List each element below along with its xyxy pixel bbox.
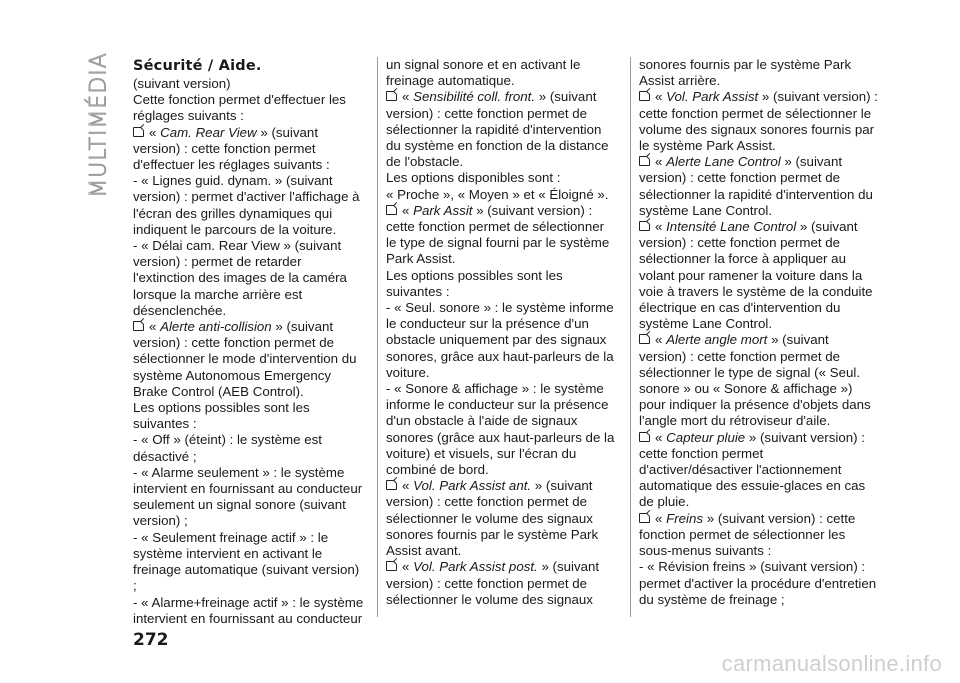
paragraph: sonores fournis par le système Park Assist arrière. <box>639 57 852 89</box>
menu-item-name: Alerte angle mort <box>666 332 768 348</box>
watermark: carmanualsonline.info <box>721 651 942 676</box>
menu-entry-icon <box>133 321 144 331</box>
menu-item-entry: « Alerte Lane Control » (suivant version) : cette fonction permet de sélectionner la rapidité d'intervention du système Lane Control. <box>639 154 873 218</box>
menu-item-entry: « Vol. Park Assist ant. » (suivant version) : cette fonction permet de sélectionner le volume des signaux sonores fournis par le système Park Assist avant. <box>386 478 599 559</box>
menu-item-name: Intensité Lane Control <box>666 219 797 235</box>
section-tab-label: MULTIMÉDIA <box>86 52 112 198</box>
menu-entry-icon <box>386 480 397 490</box>
menu-item-entry: « Freins » (suivant version) : cette fonction permet de sélectionner les sous-menus suivants : <box>639 510 856 559</box>
menu-item-name: Capteur pluie <box>666 429 746 445</box>
paragraph: - « Lignes guid. dynam. » (suivant version) : permet d'activer l'affichage à l'écran des grilles dynamiques qui indiquent le parcours de la voiture. <box>133 173 360 237</box>
menu-item-entry: « Cam. Rear View » (suivant version) : cette fonction permet d'effectuer les réglages suivants : <box>133 124 330 173</box>
menu-item-name: Alerte anti-collision <box>160 319 272 335</box>
menu-entry-icon <box>386 91 397 101</box>
menu-item-name: Vol. Park Assist post. <box>413 559 538 575</box>
menu-item-name: Park Assit <box>413 202 473 218</box>
menu-item-name: Freins <box>666 510 704 526</box>
menu-item-entry: « Intensité Lane Control » (suivant version) : cette fonction permet de sélectionner la force à appliquer au volant pour ramener la voiture dans la voie à travers le système de la conduite électrique en cas d'intervention du système Lane Control. <box>639 219 873 332</box>
menu-item-entry: « Vol. Park Assist post. » (suivant version) : cette fonction permet de sélectionner le volume des signaux <box>386 559 600 607</box>
menu-item-name: Vol. Park Assist ant. <box>413 478 532 494</box>
column-divider <box>377 57 378 617</box>
paragraph: - « Révision freins » (suivant version) : permet d'activer la procédure d'entretien du système de freinage ; <box>639 559 877 607</box>
menu-item-entry: « Alerte anti-collision » (suivant version) : cette fonction permet de sélectionner le mode d'intervention du système Autonomous Emergency Brake Control (AEB Control). <box>133 319 357 399</box>
menu-item-name: Vol. Park Assist <box>666 89 759 105</box>
menu-entry-icon <box>639 221 650 231</box>
menu-item-entry: « Sensibilité coll. front. » (suivant version) : cette fonction permet de sélectionner la rapidité d'intervention du système en fonction de la distance de l'obstacle. <box>386 89 609 170</box>
menu-entry-icon <box>386 205 397 215</box>
menu-entry-icon <box>386 561 397 571</box>
column-divider <box>630 57 631 617</box>
menu-entry-icon <box>639 334 650 344</box>
paragraph: (suivant version) <box>133 76 231 91</box>
menu-item-name: Sensibilité coll. front. <box>413 89 536 105</box>
menu-item-entry: « Park Assit » (suivant version) : cette fonction permet de sélectionner le type de signal fourni par le système Park Assist. <box>386 202 610 267</box>
paragraph: - « Seul. sonore » : le système informe le conducteur sur la présence d'un obstacle uniquement par des signaux sonores, grâce aux haut-parleurs de la voiture. <box>386 300 614 380</box>
paragraph: - « Off » (éteint) : le système est désactivé ; <box>133 432 322 464</box>
paragraph: - « Seulement freinage actif » : le système intervient en activant le freinage automatique (suivant version) ; <box>133 529 360 594</box>
paragraph: - « Alarme seulement » : le système intervient en fournissant au conducteur seulement un signal sonore (suivant version) ; <box>133 464 363 529</box>
section-tab-multimedia <box>84 52 114 198</box>
paragraph: « Proche », « Moyen » et « Éloigné ». <box>386 186 609 202</box>
text-column-3 <box>639 57 879 608</box>
paragraph: Les options disponibles sont : <box>386 170 561 186</box>
menu-item-entry: « Vol. Park Assist » (suivant version) : cette fonction permet de sélectionner le volume des signaux sonores fournis par le système Park Assist. <box>639 89 878 154</box>
paragraph: Les options possibles sont les suivantes : <box>133 400 310 432</box>
paragraph: un signal sonore et en activant le freinage automatique. <box>386 57 581 89</box>
menu-item-entry: « Alerte angle mort » (suivant version) : cette fonction permet de sélectionner le type de signal (« Seul. sonore » ou « Sonore & affichage ») pour indiquer la présence d'objets dans l'angle mort du rétroviseur d'aile. <box>639 332 871 429</box>
paragraph: Les options possibles sont les suivantes : <box>386 267 563 299</box>
section-title: Sécurité / Aide. <box>133 58 262 74</box>
text-column-1 <box>133 57 365 627</box>
menu-item-entry: « Capteur pluie » (suivant version) : cette fonction permet d'activer/désactiver l'actionnement automatique des essuie-glaces en cas de pluie. <box>639 429 866 510</box>
menu-item-name: Cam. Rear View <box>160 124 257 140</box>
menu-entry-icon <box>639 513 650 523</box>
menu-entry-icon <box>133 127 144 137</box>
paragraph: - « Alarme+freinage actif » : le système intervient en fournissant au conducteur <box>133 594 364 626</box>
menu-entry-icon <box>639 156 650 166</box>
paragraph: - « Délai cam. Rear View » (suivant version) : permet de retarder l'extinction des images de la caméra lorsque la marche arrière est désenclenchée. <box>133 238 347 318</box>
menu-entry-icon <box>639 91 650 101</box>
menu-item-name: Alerte Lane Control <box>666 154 781 170</box>
menu-entry-icon <box>639 432 650 442</box>
paragraph: Cette fonction permet d'effectuer les réglages suivants : <box>133 92 346 124</box>
text-column-2 <box>386 57 618 608</box>
page-number: 272 <box>133 630 169 650</box>
paragraph: - « Sonore & affichage » : le système informe le conducteur sur la présence d'un obstacle à l'aide de signaux sonores (grâce aux haut-parleurs de la voiture) et visuels, sur l'écran du combiné de bord. <box>386 381 615 478</box>
